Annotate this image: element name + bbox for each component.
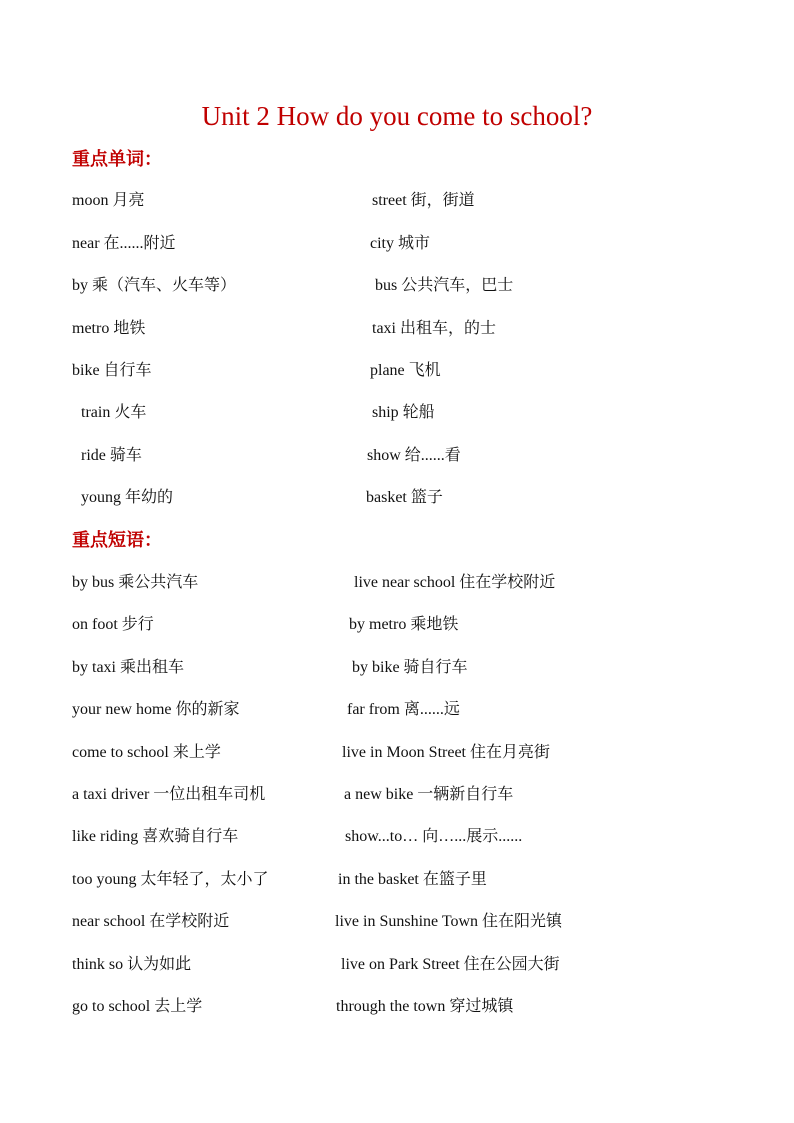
word-item: city 城市 (370, 235, 430, 252)
word-row (0, 274, 794, 298)
document-title: Unit 2 How do you come to school? (201, 101, 593, 131)
phrase-item: live on Park Street 住在公园大街 (341, 956, 560, 973)
phrase-item: far from 离......远 (347, 701, 460, 718)
word-item: street 街，街道 (372, 192, 475, 209)
phrase-item: by bike 骑自行车 (352, 659, 468, 676)
phrase-item: near school 在学校附近 (72, 913, 230, 930)
phrase-item: in the basket 在篮子里 (338, 871, 487, 888)
word-item: young 年幼的 (81, 489, 174, 506)
word-item: by 乘（汽车、火车等） (72, 277, 237, 294)
phrase-row (0, 698, 794, 722)
phrase-row (0, 613, 794, 637)
word-item: metro 地铁 (72, 320, 146, 337)
phrase-item: through the town 穿过城镇 (336, 998, 514, 1015)
phrase-item: come to school 来上学 (72, 744, 221, 761)
phrase-item: by metro 乘地铁 (349, 616, 459, 633)
phrase-item: too young 太年轻了，太小了 (72, 871, 269, 888)
word-row (0, 486, 794, 510)
word-item: basket 篮子 (366, 489, 443, 506)
phrase-item: on foot 步行 (72, 616, 154, 633)
phrase-item: your new home 你的新家 (72, 701, 240, 718)
word-item: near 在......附近 (72, 235, 176, 252)
phrase-row (0, 868, 794, 892)
phrase-row (0, 953, 794, 977)
word-item: taxi 出租车，的士 (372, 320, 496, 337)
word-item: train 火车 (81, 404, 147, 421)
phrase-item: show...to… 向…...展示...... (345, 828, 523, 845)
word-item: ride 骑车 (81, 447, 142, 464)
word-item: bus 公共汽车，巴士 (375, 277, 514, 294)
phrase-item: a taxi driver 一位出租车司机 (72, 786, 266, 803)
phrase-item: by taxi 乘出租车 (72, 659, 184, 676)
phrase-row (0, 783, 794, 807)
word-row (0, 189, 794, 213)
phrase-item: live near school 住在学校附近 (354, 574, 556, 591)
phrase-item: think so 认为如此 (72, 956, 192, 973)
word-item: bike 自行车 (72, 362, 152, 379)
word-row (0, 401, 794, 425)
phrases-section-heading: 重点短语： (72, 530, 162, 551)
phrase-row (0, 571, 794, 595)
word-item: ship 轮船 (372, 404, 435, 421)
phrase-row (0, 825, 794, 849)
phrase-row (0, 995, 794, 1019)
phrase-row (0, 910, 794, 934)
phrase-item: go to school 去上学 (72, 998, 203, 1015)
phrase-row (0, 656, 794, 680)
word-item: show 给......看 (367, 447, 461, 464)
phrase-item: live in Moon Street 住在月亮街 (342, 744, 550, 761)
word-row (0, 359, 794, 383)
phrase-item: like riding 喜欢骑自行车 (72, 828, 239, 845)
phrase-item: live in Sunshine Town 住在阳光镇 (335, 913, 563, 930)
phrase-item: by bus 乘公共汽车 (72, 574, 199, 591)
phrase-item: a new bike 一辆新自行车 (344, 786, 514, 803)
word-item: plane 飞机 (370, 362, 441, 379)
word-row (0, 317, 794, 341)
word-row (0, 232, 794, 256)
word-item: moon 月亮 (72, 192, 145, 209)
word-row (0, 444, 794, 468)
words-section-heading: 重点单词： (72, 149, 162, 170)
phrase-row (0, 741, 794, 765)
